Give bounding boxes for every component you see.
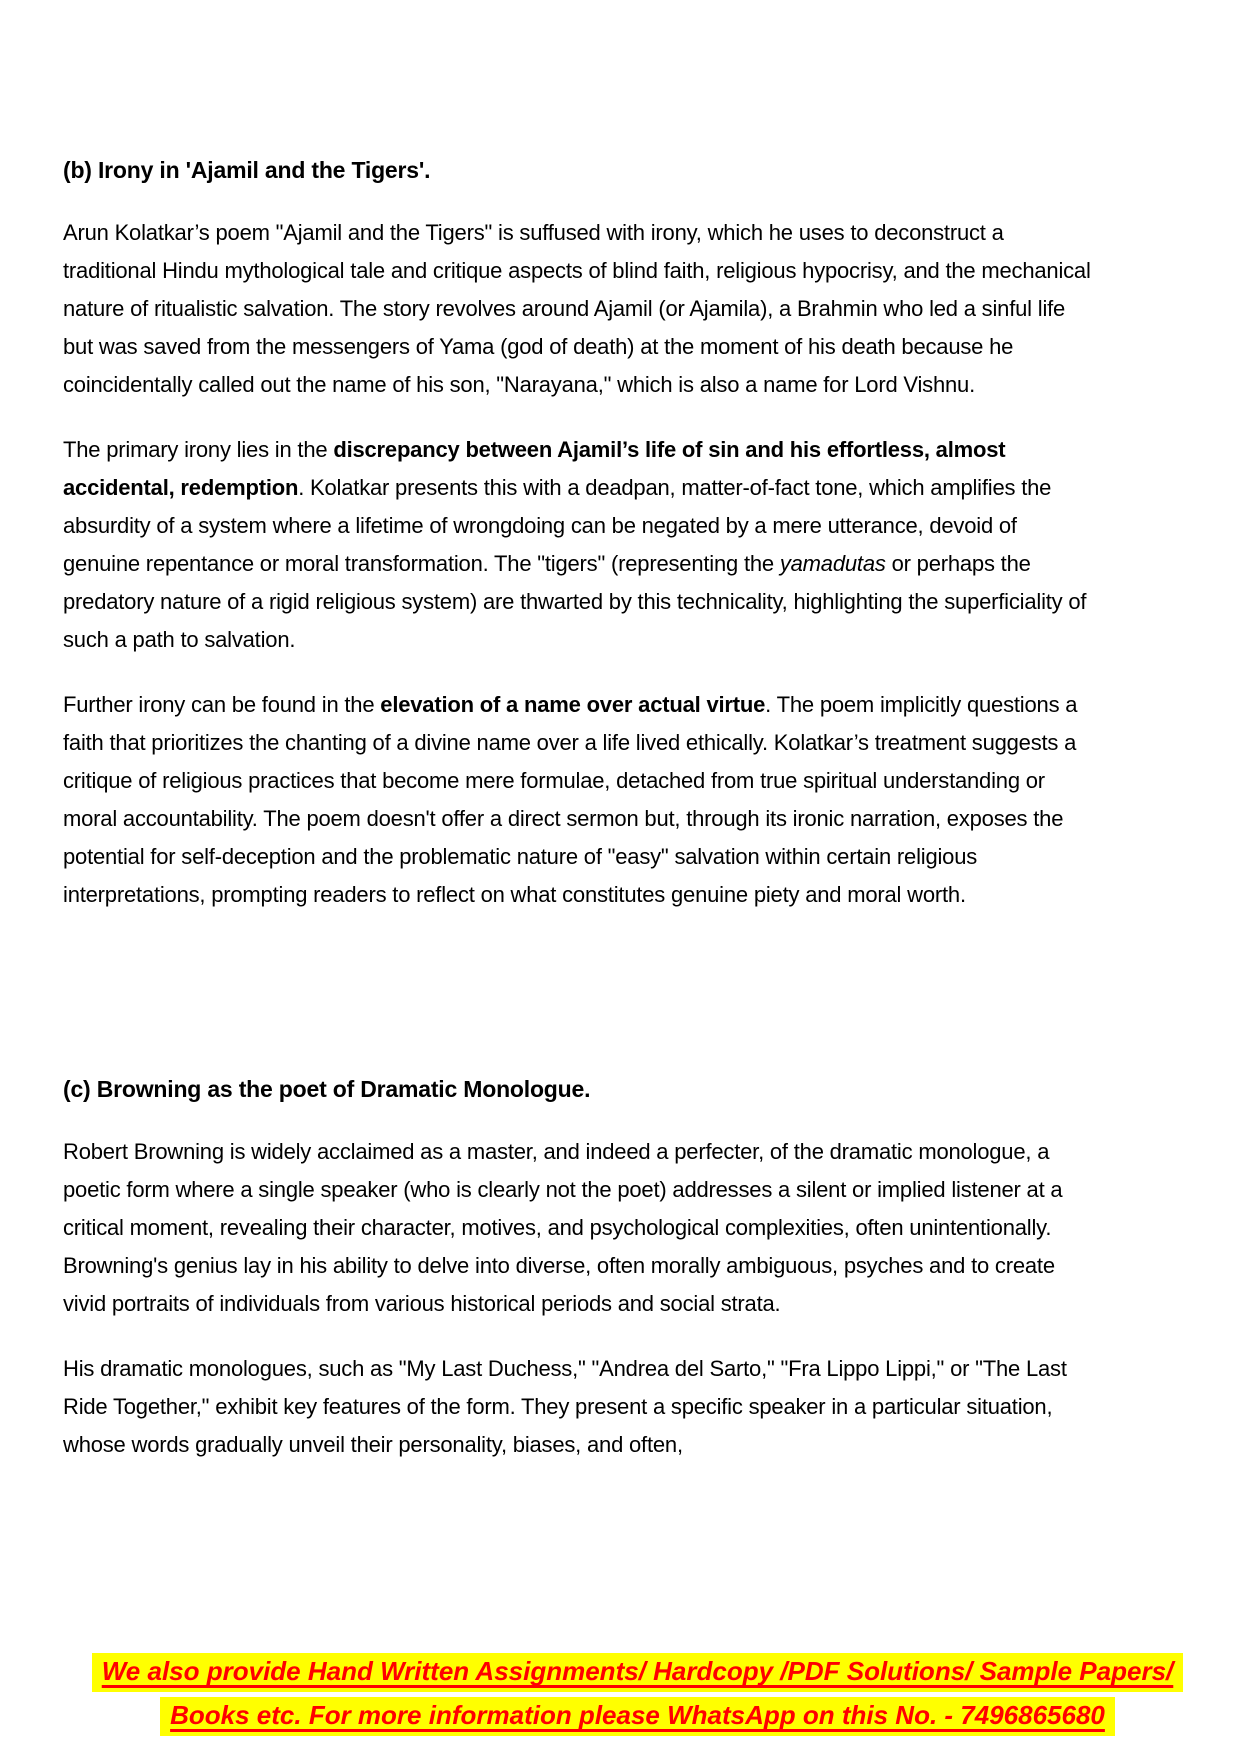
paragraph — [63, 686, 1095, 914]
section-irony-ajamil-body — [63, 214, 1095, 914]
section-irony-ajamil — [63, 151, 1095, 914]
promo-line-1-text: We also provide Hand Written Assignments/ Hardcopy /PDF Solutions/ Sample Papers/ — [92, 1653, 1184, 1692]
text-run: . The poem implicitly questions a faith that prioritizes the chanting of a divine name over a life lived ethically. Kolatkar’s treatment suggests a critique of religious practices that become mere formulae, detached from true spiritual understanding or moral accountability. The poem doesn't offer a direct sermon but, through its ironic narration, exposes the potential for self-deception and the problematic nature of "easy" salvation within certain religious interpretations, prompting readers to reflect on what constitutes genuine piety and moral worth. — [63, 692, 1078, 907]
text-run: His dramatic monologues, such as "My Last Duchess," "Andrea del Sarto," "Fra Lippo Lippi," or "The Last Ride Together," exhibit key features of the form. They present a specific speaker in a particular situation, whose words gradually unveil their personality, biases, and often, — [63, 1356, 1067, 1457]
heading-browning-monologue: (c) Browning as the poet of Dramatic Monologue. — [63, 1076, 591, 1102]
text-run: Robert Browning is widely acclaimed as a master, and indeed a perfecter, of the dramatic monologue, a poetic form where a single speaker (who is clearly not the poet) addresses a silent or implied listener at a critical moment, revealing their character, motives, and psychological complexities, often unintentionally. Browning's genius lay in his ability to delve into diverse, often morally ambiguous, psyches and to create vivid portraits of individuals from various historical periods and social strata. — [63, 1139, 1063, 1316]
promo-line-2 — [34, 1693, 1241, 1737]
bold-text-run: elevation of a name over actual virtue — [380, 692, 766, 717]
section-browning-monologue — [63, 1070, 1095, 1464]
text-run: Arun Kolatkar’s poem "Ajamil and the Tigers" is suffused with irony, which he uses to deconstruct a traditional Hindu mythological tale and critique aspects of blind faith, religious hypocrisy, and the mechanical nature of ritualistic salvation. The story revolves around Ajamil (or Ajamila), a Brahmin who led a sinful life but was saved from the messengers of Yama (god of death) at the moment of his death because he coincidentally called out the name of his son, "Narayana," which is also a name for Lord Vishnu. — [63, 220, 1091, 397]
paragraph — [63, 1350, 1095, 1464]
paragraph — [63, 214, 1095, 404]
promo-footer — [0, 1649, 1241, 1737]
italic-text-run: yamadutas — [779, 551, 886, 576]
text-run: Further irony can be found in the — [63, 692, 381, 717]
bold-text-run: discrepancy between Ajamil’s life of sin and his effortless, almost accidental, redemption — [63, 437, 1006, 500]
section-browning-monologue-body — [63, 1133, 1095, 1464]
promo-line-1 — [34, 1649, 1241, 1693]
heading-irony-ajamil: (b) Irony in 'Ajamil and the Tigers'. — [63, 157, 431, 183]
promo-line-2-text: Books etc. For more information please WhatsApp on this No. - 7496865680 — [160, 1697, 1115, 1736]
text-run: or perhaps the predatory nature of a rigid religious system) are thwarted by this technicality, highlighting the superficiality of such a path to salvation. — [63, 551, 1087, 652]
blank-gap — [63, 941, 1095, 1070]
text-run: . Kolatkar presents this with a deadpan, matter-of-fact tone, which amplifies the absurdity of a system where a lifetime of wrongdoing can be negated by a mere utterance, devoid of genuine repentance or moral transformation. The "tigers" (representing the — [63, 475, 1052, 576]
text-run: The primary irony lies in the — [63, 437, 334, 462]
paragraph — [63, 1133, 1095, 1323]
paragraph — [63, 431, 1095, 659]
